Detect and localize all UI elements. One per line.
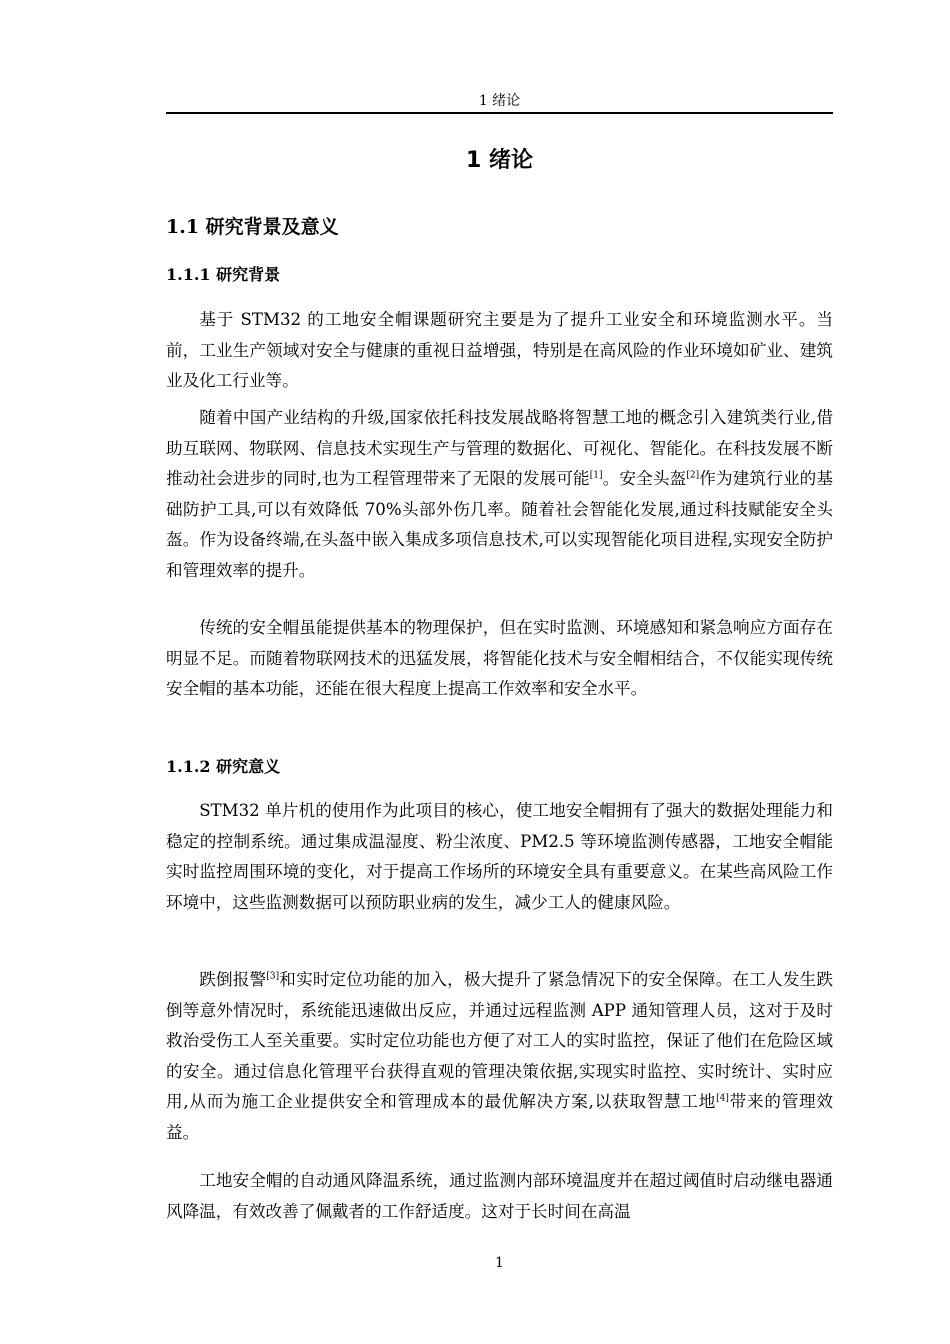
citation-ref: [1] bbox=[589, 470, 603, 481]
section-heading-1-1: 1.1 研究背景及意义 bbox=[166, 216, 339, 238]
paragraph-significance-2 bbox=[166, 965, 833, 1148]
running-header: 1 绪论 bbox=[478, 93, 521, 109]
paragraph-text: 带来的管理效益。 bbox=[166, 1092, 833, 1142]
paragraph-background-2 bbox=[166, 403, 833, 586]
paragraph-significance-3: 工地安全帽的自动通风降温系统，通过监测内部环境温度并在超过阈值时启动继电器通风降温，有效改善了佩戴者的工作舒适度。这对于长时间在高温 bbox=[166, 1171, 833, 1221]
page-number: 1 bbox=[495, 1255, 504, 1271]
paragraph-text: 和实时定位功能的加入，极大提升了紧急情况下的安全保障。在工人发生跌倒等意外情况时，系统能迅速做出反应，并通过远程监测 APP 通知管理人员，这对于及时救治受伤工人至关重要。实时定位功能也方便了对工人的实时监控，保证了他们在危险区域的安全。通过信息化管理平台获得直观的管理决策依据,实现实时监控、实时统计、实时应用,从而为施工企业提供安全和管理成本的最优解决方案,以获取智慧工地 bbox=[166, 970, 834, 1111]
header-rule bbox=[166, 112, 833, 114]
citation-ref: [3] bbox=[266, 971, 280, 982]
section-heading-1-1-1: 1.1.1 研究背景 bbox=[166, 265, 281, 284]
section-heading-1-1-2: 1.1.2 研究意义 bbox=[166, 757, 281, 776]
paragraph-significance-1: STM32 单片机的使用作为此项目的核心，使工地安全帽拥有了强大的数据处理能力和稳定的控制系统。通过集成温湿度、粉尘浓度、PM2.5 等环境监测传感器，工地安全帽能实时监控周围环境的变化，对于提高工作场所的环境安全具有重要意义。在某些高风险工作环境中，这些监测数据可以预防职业病的发生，减少工人的健康风险。 bbox=[166, 801, 833, 912]
paragraph-background-1: 基于 STM32 的工地安全帽课题研究主要是为了提升工业安全和环境监测水平。当前，工业生产领域对安全与健康的重视日益增强，特别是在高风险的作业环境如矿业、建筑业及化工行业等。 bbox=[166, 310, 833, 390]
paragraph-text: 。安全头盔 bbox=[602, 469, 687, 488]
citation-ref: [2] bbox=[686, 470, 700, 481]
paragraph-background-3: 传统的安全帽虽能提供基本的物理保护，但在实时监测、环境感知和紧急响应方面存在明显不足。而随着物联网技术的迅猛发展，将智能化技术与安全帽相结合，不仅能实现传统安全帽的基本功能，还能在很大程度上提高工作效率和安全水平。 bbox=[166, 618, 833, 698]
paragraph-text: 作为建筑行业的基础防护工具,可以有效降低 70%头部外伤几率。随着社会智能化发展,通过科技赋能安全头盔。作为设备终端,在头盔中嵌入集成多项信息技术,可以实现智能化项目进程,实现安全防护和管理效率的提升。 bbox=[166, 469, 834, 580]
paragraph-text: 跌倒报警 bbox=[199, 970, 267, 989]
citation-ref: [4] bbox=[716, 1093, 729, 1104]
chapter-title: 1 绪论 bbox=[466, 148, 533, 173]
paragraph-text: 随着中国产业结构的升级,国家依托科技发展战略将智慧工地的概念引入建筑类行业,借助互联网、物联网、信息技术实现生产与管理的数据化、可视化、智能化。在科技发展不断推动社会进步的同时,也为工程管理带来了无限的发展可能 bbox=[166, 408, 833, 488]
